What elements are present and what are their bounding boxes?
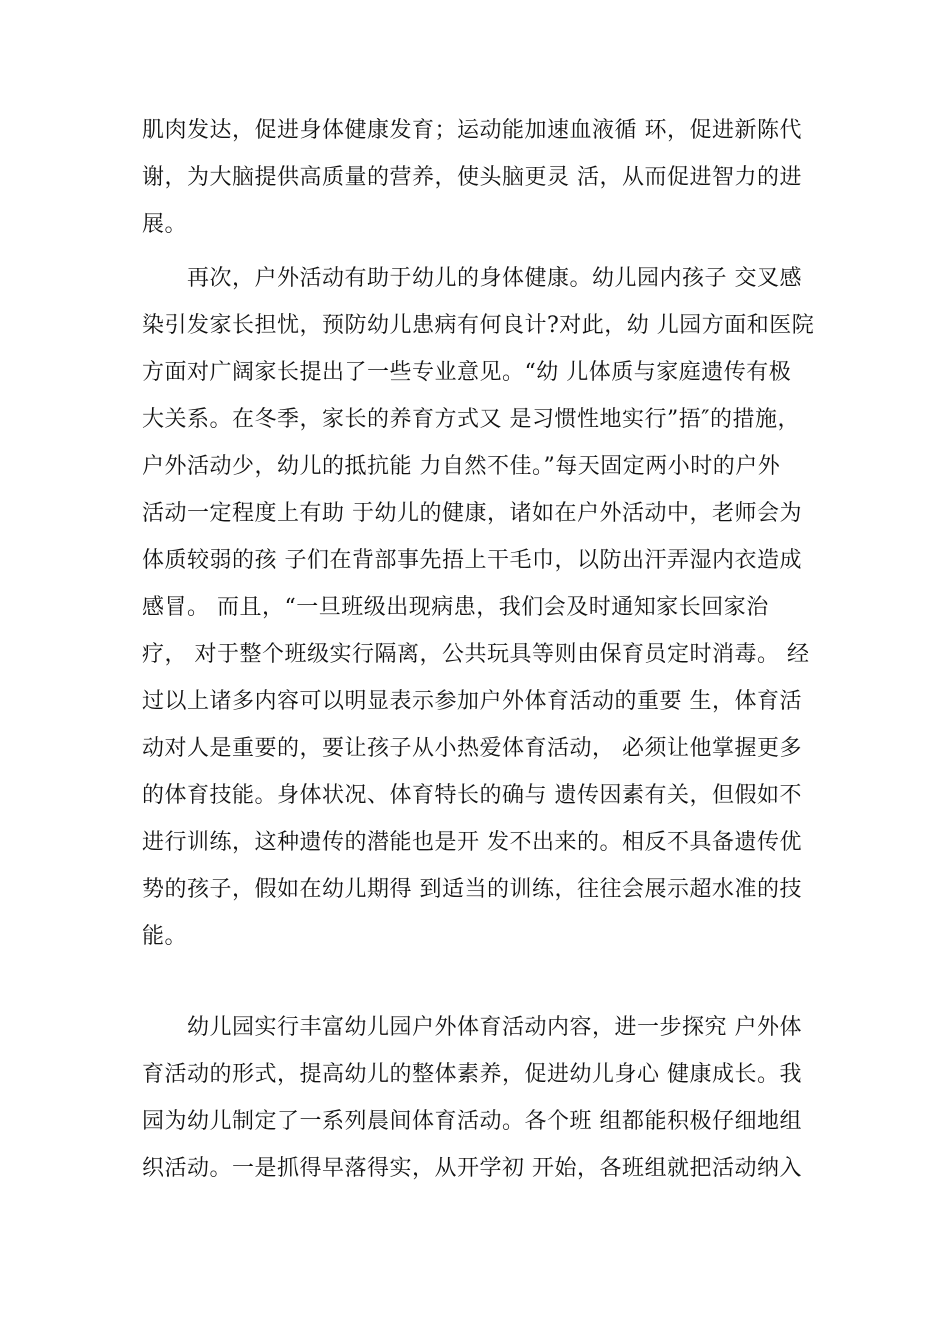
text-line: 大关系。在冬季，家长的养育方式又 是习惯性地实行”捂″的措施， (142, 407, 800, 432)
text-line: 再次，户外活动有助于幼儿的身体健康。幼儿园内孩子 交叉感 (142, 266, 802, 291)
text-line: 动对人是重要的，要让孩子从小热爱体育活动， 必须让他掌握更多 (142, 736, 802, 761)
text-line: 疗， 对于整个班级实行隔离，公共玩具等则由保育员定时消毒。 经 (142, 642, 810, 667)
text-line: 织活动。一是抓得早落得实，从开学初 开始，各班组就把活动纳入 (142, 1156, 802, 1181)
text-line: 方面对广阔家长提出了一些专业意见。“幼 儿体质与家庭遗传有极 (142, 360, 792, 385)
text-line: 活动一定程度上有助 于幼儿的健康，诸如在户外活动中，老师会为 (142, 501, 802, 526)
text-line: 谢，为大脑提供高质量的营养，使头脑更灵 活，从而促进智力的进 (142, 165, 802, 190)
text-line: 势的孩子，假如在幼儿期得 到适当的训练，往往会展示超水准的技 (142, 877, 802, 902)
text-line: 进行训练，这种遗传的潜能也是开 发不出来的。相反不具备遗传优 (142, 830, 802, 855)
text-line: 感冒。 而且，“一旦班级出现病患，我们会及时通知家长回家治 (142, 595, 769, 620)
text-line: 幼儿园实行丰富幼儿园户外体育活动内容，进一步探究 户外体 (142, 1015, 802, 1040)
text-line: 能。 (142, 924, 188, 949)
text-line: 园为幼儿制定了一系列晨间体育活动。各个班 组都能积极仔细地组 (142, 1109, 802, 1134)
text-line: 肌肉发达，促进身体健康发育；运动能加速血液循 环，促进新陈代 (142, 118, 802, 143)
text-line: 育活动的形式，提高幼儿的整体素养，促进幼儿身心 健康成长。我 (142, 1062, 802, 1087)
text-line: 的体育技能。身体状况、体育特长的确与 遗传因素有关，但假如不 (142, 783, 802, 808)
text-line: 展。 (142, 212, 188, 237)
text-line: 体质较弱的孩 子们在背部事先捂上干毛巾，以防出汗弄湿内衣造成 (142, 548, 802, 573)
text-line: 过以上诸多内容可以明显表示参加户外体育活动的重要 生，体育活 (142, 689, 802, 714)
text-line: 染引发家长担忧，预防幼儿患病有何良计?对此，幼 儿园方面和医院 (142, 313, 815, 338)
text-line: 户外活动少，幼儿的抵抗能 力自然不佳。”每天固定两小时的户外 (142, 454, 781, 479)
